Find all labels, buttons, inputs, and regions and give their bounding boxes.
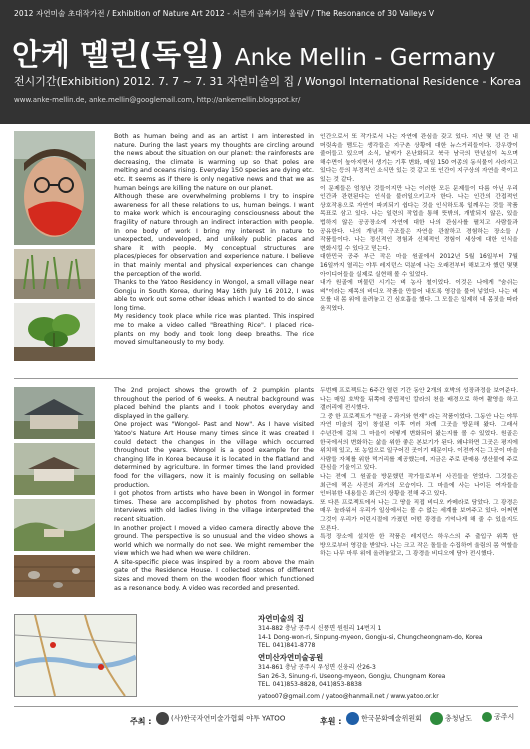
footer-divider xyxy=(14,706,518,707)
s2-ko-paragraph: 또 다른 프로젝트에서 나는 그 땅을 직접 비디오 카메라로 담았다. 그 광경은 매우 놀라워서 우리가 일상에서는 볼 수 없는 세계를 보여주고 있다. 어쩌면 그것이 우리가 어린시절에 가졌던 어떤 광경을 기억나게 해 줄 수 있을지도 모른다. xyxy=(320,499,518,532)
location-map xyxy=(14,614,137,697)
photo-wongol-house-1 xyxy=(14,387,95,439)
s1-ko-paragraph: 인간으로서 또 작가로서 나는 자연에 관심을 갖고 있다. 지난 몇 년 간 내 머릿속을 맴도는 생각들은 지구촌 상황에 대한 뉴스거리들이다. 강우량이 줄어들고 있으며 소식, 날씨가 온난화되고 북극 남극의 만년설이 녹으며 해수면이 높아지면서 생기는 기후 변화, 매일 150 여종의 동식물이 사라지고 있다는 등의 부정적인 소식만 있는 것 같고 또 인간이 지구상의 자연을 죽이고 있는 것 같다. xyxy=(320,134,518,183)
photo-wongol-house-2 xyxy=(14,443,95,495)
sponsor-label: 후원 : xyxy=(320,717,342,726)
s1-en-paragraph: Both as human being and as an artist I am interested in nature. During the last years my thoughts are circling around the news about the situation on our planet: the rainforests are decreasing, the climate is warming up so that poles are melting and oceans rising. Everyday 150 species are dying etc. etc. It seems as if there is only negative news and that we as human beings are killing the nature on our planet. xyxy=(114,133,314,192)
photo-rice-seedlings xyxy=(14,249,95,299)
host-label: 주최 : xyxy=(130,717,152,726)
photo-pumpkin-plant xyxy=(14,303,95,361)
place2-line: San 26-3, Sinung-ri, Useong-myeon, Gongju, Chungnam Korea xyxy=(258,672,446,680)
sponsor3-name: 공주시 xyxy=(494,713,515,721)
section-divider xyxy=(14,378,518,379)
place2-title: 연미산자연미술공원 xyxy=(258,653,324,663)
s2-en-paragraph: In another project I moved a video camera directly above the ground. The perspective is so unusual and the video shows a world which we normally do not see. We might remember the view which we had when we were children. xyxy=(114,524,314,558)
sponsor2-name: 충청남도 xyxy=(445,714,473,723)
s1-en-paragraph: My residency took place while rice was planted. This inspired me to make a video called "Breathing Rice". I placed rice-plants on my body and took long deep breaths. The rice moved simultaneously to my body. xyxy=(114,313,314,347)
s2-ko-paragraph: 특정 장소에 설치한 한 작품은 레지던스 하우스의 주 출입구 위쪽 한 방으로부터 영감을 받았다. 나는 크고 작은 돌들을 수집하여 울림의 몸 역할을 하는 나무 마루 위에 올려놓았고, 그 광경을 비디오에 담아 전시했다. xyxy=(320,534,518,558)
place2-line: TEL. 041)853-8828, 041)853-8838 xyxy=(258,681,362,689)
s2-ko-paragraph: 나는 전에 그 원골을 방문했던 작가들로부터 사진들을 얻었다. 그것들은 최근에 찍은 사진의 과거의 모습이다. 그 마을에 사는 나이든 여자들을 인터뷰한 내용들은 최근의 상황을 전해 주고 있다. xyxy=(320,473,518,498)
section1-english-text xyxy=(114,133,314,367)
place1-line: 14-1 Dong-won-ri, Sinpung-myeon, Gongju-si, Chungcheongnam-do, Korea xyxy=(258,633,483,641)
s2-en-paragraph: I got photos from artists who have been in Wongol in former times. These are accomplished by photos from nowadays. Interviews with old ladies living in the village interpreted the recent situation. xyxy=(114,490,314,523)
artist-title xyxy=(12,30,496,74)
exhibition-topline: 2012 자연미술 초대작가전 / Exhibition of Nature Art 2012 - 서른개 골짜기의 울림Ⅴ / The Resonance of 30 Valleys Ⅴ xyxy=(14,9,435,18)
sponsor-chungnam xyxy=(430,712,472,725)
place1-title: 자연미술의 집 xyxy=(258,614,305,623)
artist-name-korean: 안케 멜린(독일) xyxy=(12,38,224,73)
photo-face-with-leaf xyxy=(14,131,95,245)
s1-ko-paragraph: 대한민국 공주 부근 작은 마을 원골에서 2012년 5월 16일부터 7월 16일까지 열리는 야투 레지던스 덕분에 나는 오래전부터 해보고자 했던 몇몇 아이디어들을 실제로 실현해 볼 수 있었다. xyxy=(320,254,518,278)
sponsor-gongju xyxy=(482,712,514,722)
s1-ko-paragraph: 내가 원골에 머물던 시기는 벼 농사 철이었다. 이것은 나에게 "숨쉬는 벼"이라는 제목의 비디오 작품을 만들어 내도록 영감을 불어 넣었다. 나는 벼 모를 내 몸 위에 올려놓고 긴 심호흡을 했다. 그 모들은 일제히 내 몸짓을 따라 움직였다. xyxy=(320,280,518,312)
section2-korean-text xyxy=(320,387,518,603)
s1-en-paragraph: Although these are overwhelming problems I try to inspire awareness for all these relations to us, human beings. I want to make work which is encouraging consciousness about the fragility of nature through an indirect interaction with people. In one body of work I bring my interest in nature to unexpected, undeveloped, and unlikely public places and share it with people. My conceptual structures are places/pieces for observation and experience nature. I believe in that mainly mental and physical experiences can change the perception of the world. xyxy=(114,193,314,278)
photo-village-landscape xyxy=(14,499,95,551)
section2-english-text xyxy=(114,387,314,603)
sponsor-arts-council xyxy=(346,712,422,725)
s2-en-paragraph: One project was "Wongol- Past and Now". As I have visited Yatoo's Nature Art House many times since it was created I could detect the changes in the village which occurred throughout the years. Wongol is a good example for the changing life in Korea because it is located in the flatland and determined by agriculture. In former times the land provided food for the villagers, now it is mainly focusing on sellable production. xyxy=(114,421,314,489)
place1-line: 314-882 충남 공주시 신풍면 원원리 14번지 1 xyxy=(258,625,382,633)
s2-en-paragraph: The 2nd project shows the growth of 2 pumpkin plants throughout the period of 6 weeks. A neutral background was placed behind the plants and I took photos everyday and displayed in the gallery. xyxy=(114,387,314,420)
host-org: (사)한국자연미술가협회 야투 YATOO xyxy=(171,714,286,723)
s1-ko-paragraph: 이 문제들은 엄청난 것들이지만 나는 이러한 모든 문제들이 다름 아닌 우리 인간과 관련된다는 인식을 불러일으키고자 한다. 나는 인간의 간접적인 상호작용으로 자연이 파괴되기 쉽다는 것을 인식하도록 일깨우는 것들 작품 목표로 삼고 있다. 나는 일련의 작업을 통해 뜻밖의, 개발되지 않은, 있을 법하지 않은 공공장소에 자연에 대한 나의 관심사를 펼치고 사람들과 공유한다. 나의 개념적 구조들은 자연을 관찰하고 경험하는 장소들 / 작품들이다. 나는 정신적인 경험과 신체적인 경험이 세상에 대한 인식을 변화시킬 수 있다고 믿는다. xyxy=(320,185,518,252)
contact-info xyxy=(258,611,520,702)
sponsor1-name: 한국문화예술위원회 xyxy=(361,714,422,723)
place2-line: 314-861 충남 공주시 우성면 신웅리 산26-3 xyxy=(258,664,376,672)
arts-council-logo-icon xyxy=(346,712,359,725)
s1-en-paragraph: Thanks to the Yatoo Residency in Wongol, a small village near Gongju in South Korea, during May 16th July 16 2012, I was able to work out some other ideas which I wanted to do since long time. xyxy=(114,279,314,312)
photo-stones-on-floor xyxy=(14,555,95,597)
artist-name-english: Anke Mellin - Germany xyxy=(234,45,496,71)
yatoo-logo-icon xyxy=(156,712,169,725)
s2-ko-paragraph: 그 중 한 프로젝트가 "원골 – 과거와 현재" 라는 작품이었다. 그동안 나는 야투 자연 미술의 집이 창설된 이후 여러 차례 그곳을 방문해 왔다. 그래서 수년간에 걸쳐 그 마을이 어떻게 변화되어 왔는지를 볼 수 있었다. 원골은 한국에서의 변화하는 삶을 위한 좋은 본보기가 된다. 왜냐하면 그곳은 평지에 위치해 있고, 또 농업으로 일구어진 곳이기 때문이다. 이전까지는 그곳이 마을 사람들 자체를 위한 먹거리를 제공했는데, 지금은 주로 판매용 생산물에 주로 관심을 기울이고 있다. xyxy=(320,413,518,472)
s2-ko-paragraph: 두번째 프로젝트는 6주간 열린 기간 동안 2개의 호박의 성장과정을 보여준다. 나는 매일 호박들 뒤쪽에 중립적인 칼라의 천을 배경으로 하여 촬영을 하고 갤러리에 전시했다. xyxy=(320,388,518,412)
s2-en-paragraph: A site-specific piece was inspired by a room above the main gate of the Residence House. I collected stones of different sizes and moved them on the wooden floor which functioned as a resonance body. A video was recorded and presented. xyxy=(114,558,314,592)
chungnam-logo-icon xyxy=(430,712,443,725)
header-banner xyxy=(0,0,530,124)
gongju-logo-icon xyxy=(482,712,492,722)
exhibition-period: 전시기간(Exhibition) 2012. 7. 7 ~ 7. 31 자연미술의 집 / Wongol International Residence - Korea xyxy=(14,75,522,88)
contact-email[interactable]: yatoo07@gmail.com / yatoo@hanmail.net / www.yatoo.or.kr xyxy=(258,693,439,701)
section1-korean-text xyxy=(320,133,518,367)
artist-links[interactable]: www.anke-mellin.de, anke.mellin@googlemail.com, http://ankemellin.blogspot.kr/ xyxy=(14,96,301,104)
place1-line: TEL. 041)841-8778 xyxy=(258,641,316,649)
host-logo xyxy=(156,712,285,725)
footer-sponsors xyxy=(0,706,530,749)
